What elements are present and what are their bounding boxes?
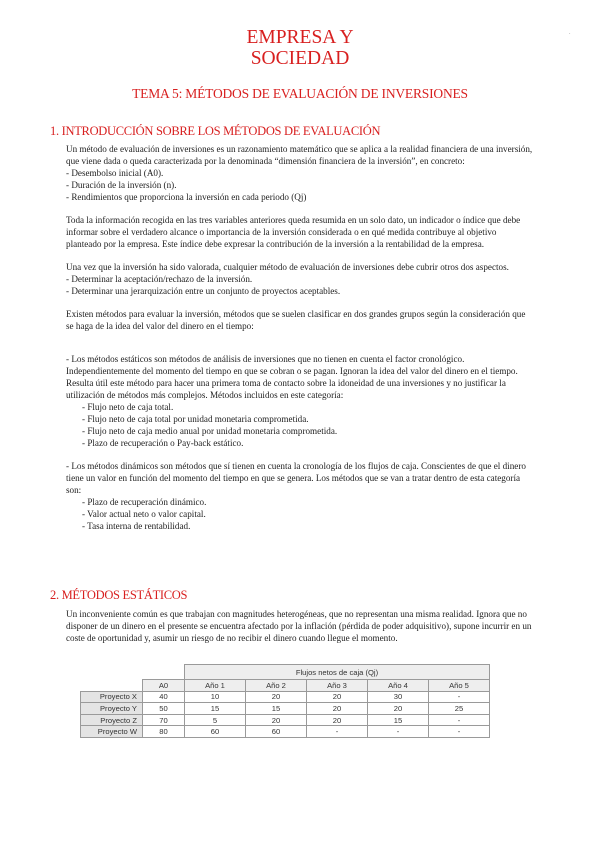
list-item: - Plazo de recuperación o Pay-back estático. [82,437,244,448]
table-cell: 20 [307,703,368,715]
paragraph-indicator [66,215,534,251]
paragraph-aspects [66,262,534,298]
table-cell: 20 [368,703,429,715]
list-item: - Determinar la aceptación/rechazo de la inversión. [66,274,253,285]
section-1-heading: 1. INTRODUCCIÓN SOBRE LOS MÉTODOS DE EVALUACIÓN [50,124,381,138]
list-item: - Flujo neto de caja total. [82,401,174,412]
column-header: Año 5 [429,680,490,692]
table-cell: 15 [185,703,246,715]
row-label: Proyecto X [81,691,143,703]
paragraph-text: Toda la información recogida en las tres variables anteriores queda resumida en un solo dato, un indicador o índice que debe informar sobre el verdadero alcance o importancia de la inversión considerada o en qué medida contribuye al objetivo planteado por la empresa. Este índice debe expresar la contribución de la inversión a la rentabilidad de la empresa. [66,215,521,249]
document-title [0,27,600,69]
table-cell: 5 [185,714,246,726]
cash-flow-table [80,664,490,738]
table-cell: - [368,726,429,738]
table-cell: 50 [143,703,185,715]
column-header: A0 [143,680,185,692]
table-row [81,714,490,726]
row-label: Proyecto Y [81,703,143,715]
section-2-heading: 2. MÉTODOS ESTÁTICOS [50,588,188,602]
table-cell: 70 [143,714,185,726]
row-label: Proyecto W [81,726,143,738]
column-header: Año 3 [307,680,368,692]
list-item: - Tasa interna de rentabilidad. [82,520,191,531]
topic-subtitle: TEMA 5: MÉTODOS DE EVALUACIÓN DE INVERSIONES [132,86,468,101]
row-label: Proyecto Z [81,714,143,726]
title-line-1: EMPRESA Y [246,27,354,48]
table-cell: 25 [429,703,490,715]
paragraph-groups [66,309,534,333]
list-item: - Plazo de recuperación dinámico. [82,496,207,507]
corner-mark: . [569,30,571,36]
paragraph-dynamic-methods [66,461,534,532]
list-item: - Flujo neto de caja total por unidad monetaria comprometida. [82,413,309,424]
paragraph-text: Un inconveniente común es que trabajan con magnitudes heterogéneas, que no representan una misma realidad. Ignora que no disponer de un dinero en el presente se encuentra afectado por la inflación (pérdida de poder adquisitivo), supone incurrir en un coste de oportunidad y, asumir un riesgo de no recibir el dinero cuando llegue el momento. [66,609,532,643]
table-cell: 20 [307,691,368,703]
paragraph-text: Existen métodos para evaluar la inversión, métodos que se suelen clasificar en dos grandes grupos según la consideración que se haga de la idea del valor del dinero en el tiempo: [66,309,526,332]
table-cell: 15 [368,714,429,726]
paragraph-text: Una vez que la inversión ha sido valorada, cualquier método de evaluación de inversiones debe cubrir otros dos aspectos. [66,262,509,273]
paragraph-intro [66,144,534,204]
column-header: Año 1 [185,680,246,692]
list-item: - Rendimientos que proporciona la inversión en cada periodo (Qj) [66,191,307,202]
table-row [81,726,490,738]
section-1-body [66,144,534,544]
table-cell: - [307,726,368,738]
table-cell: - [429,714,490,726]
paragraph-text: - Los métodos dinámicos son métodos que sí tienen en cuenta la cronología de los flujos de caja. Conscientes de que el dinero tiene un valor en función del momento del tiempo en que se genera. Los métodos que se van a tratar dentro de esta categoría son: [66,461,526,495]
table-cell: 20 [246,691,307,703]
table-cell: 15 [246,703,307,715]
table-row [81,703,490,715]
section-2-body [66,609,534,645]
list-item: - Duración de la inversión (n). [66,179,177,190]
column-header: Año 2 [246,680,307,692]
table-cell: 40 [143,691,185,703]
table-cell: 60 [185,726,246,738]
list-item: - Determinar una jerarquización entre un conjunto de proyectos aceptables. [66,286,341,297]
list-item: - Flujo neto de caja medio anual por unidad monetaria comprometida. [82,425,338,436]
list-item: - Valor actual neto o valor capital. [82,508,206,519]
table-group-header: Flujos netos de caja (Qj) [185,665,490,680]
paragraph-text: - Los métodos estáticos son métodos de análisis de inversiones que no tienen en cuenta el factor cronológico. Independientemente del momento del tiempo en que se cobran o se pagan. Ignoran la idea del valor del dinero en el tiempo. Resulta útil este método para hacer una primera toma de contacto sobre la idoneidad de una inversiones y no justificar la utilización de métodos más complejos. Métodos incluidos en este categoría: [66,354,518,400]
column-header: Año 4 [368,680,429,692]
list-item: - Desembolso inicial (A0). [66,167,164,178]
paragraph-text: Un método de evaluación de inversiones es un razonamiento matemático que se aplica a la realidad financiera de una inversión, que viene dada o queda caracterizada por la denominada “dimensión financiera de la inversión”, en concreto: [66,144,533,166]
table-cell: 20 [307,714,368,726]
table-cell: 30 [368,691,429,703]
table-cell: - [429,691,490,703]
title-line-2: SOCIEDAD [250,48,350,69]
table-row [81,691,490,703]
table-cell: 60 [246,726,307,738]
table-cell: 10 [185,691,246,703]
paragraph-static-methods [66,354,534,449]
table-cell: 20 [246,714,307,726]
table-cell: 80 [143,726,185,738]
table-header-row [81,680,490,692]
table-cell: - [429,726,490,738]
